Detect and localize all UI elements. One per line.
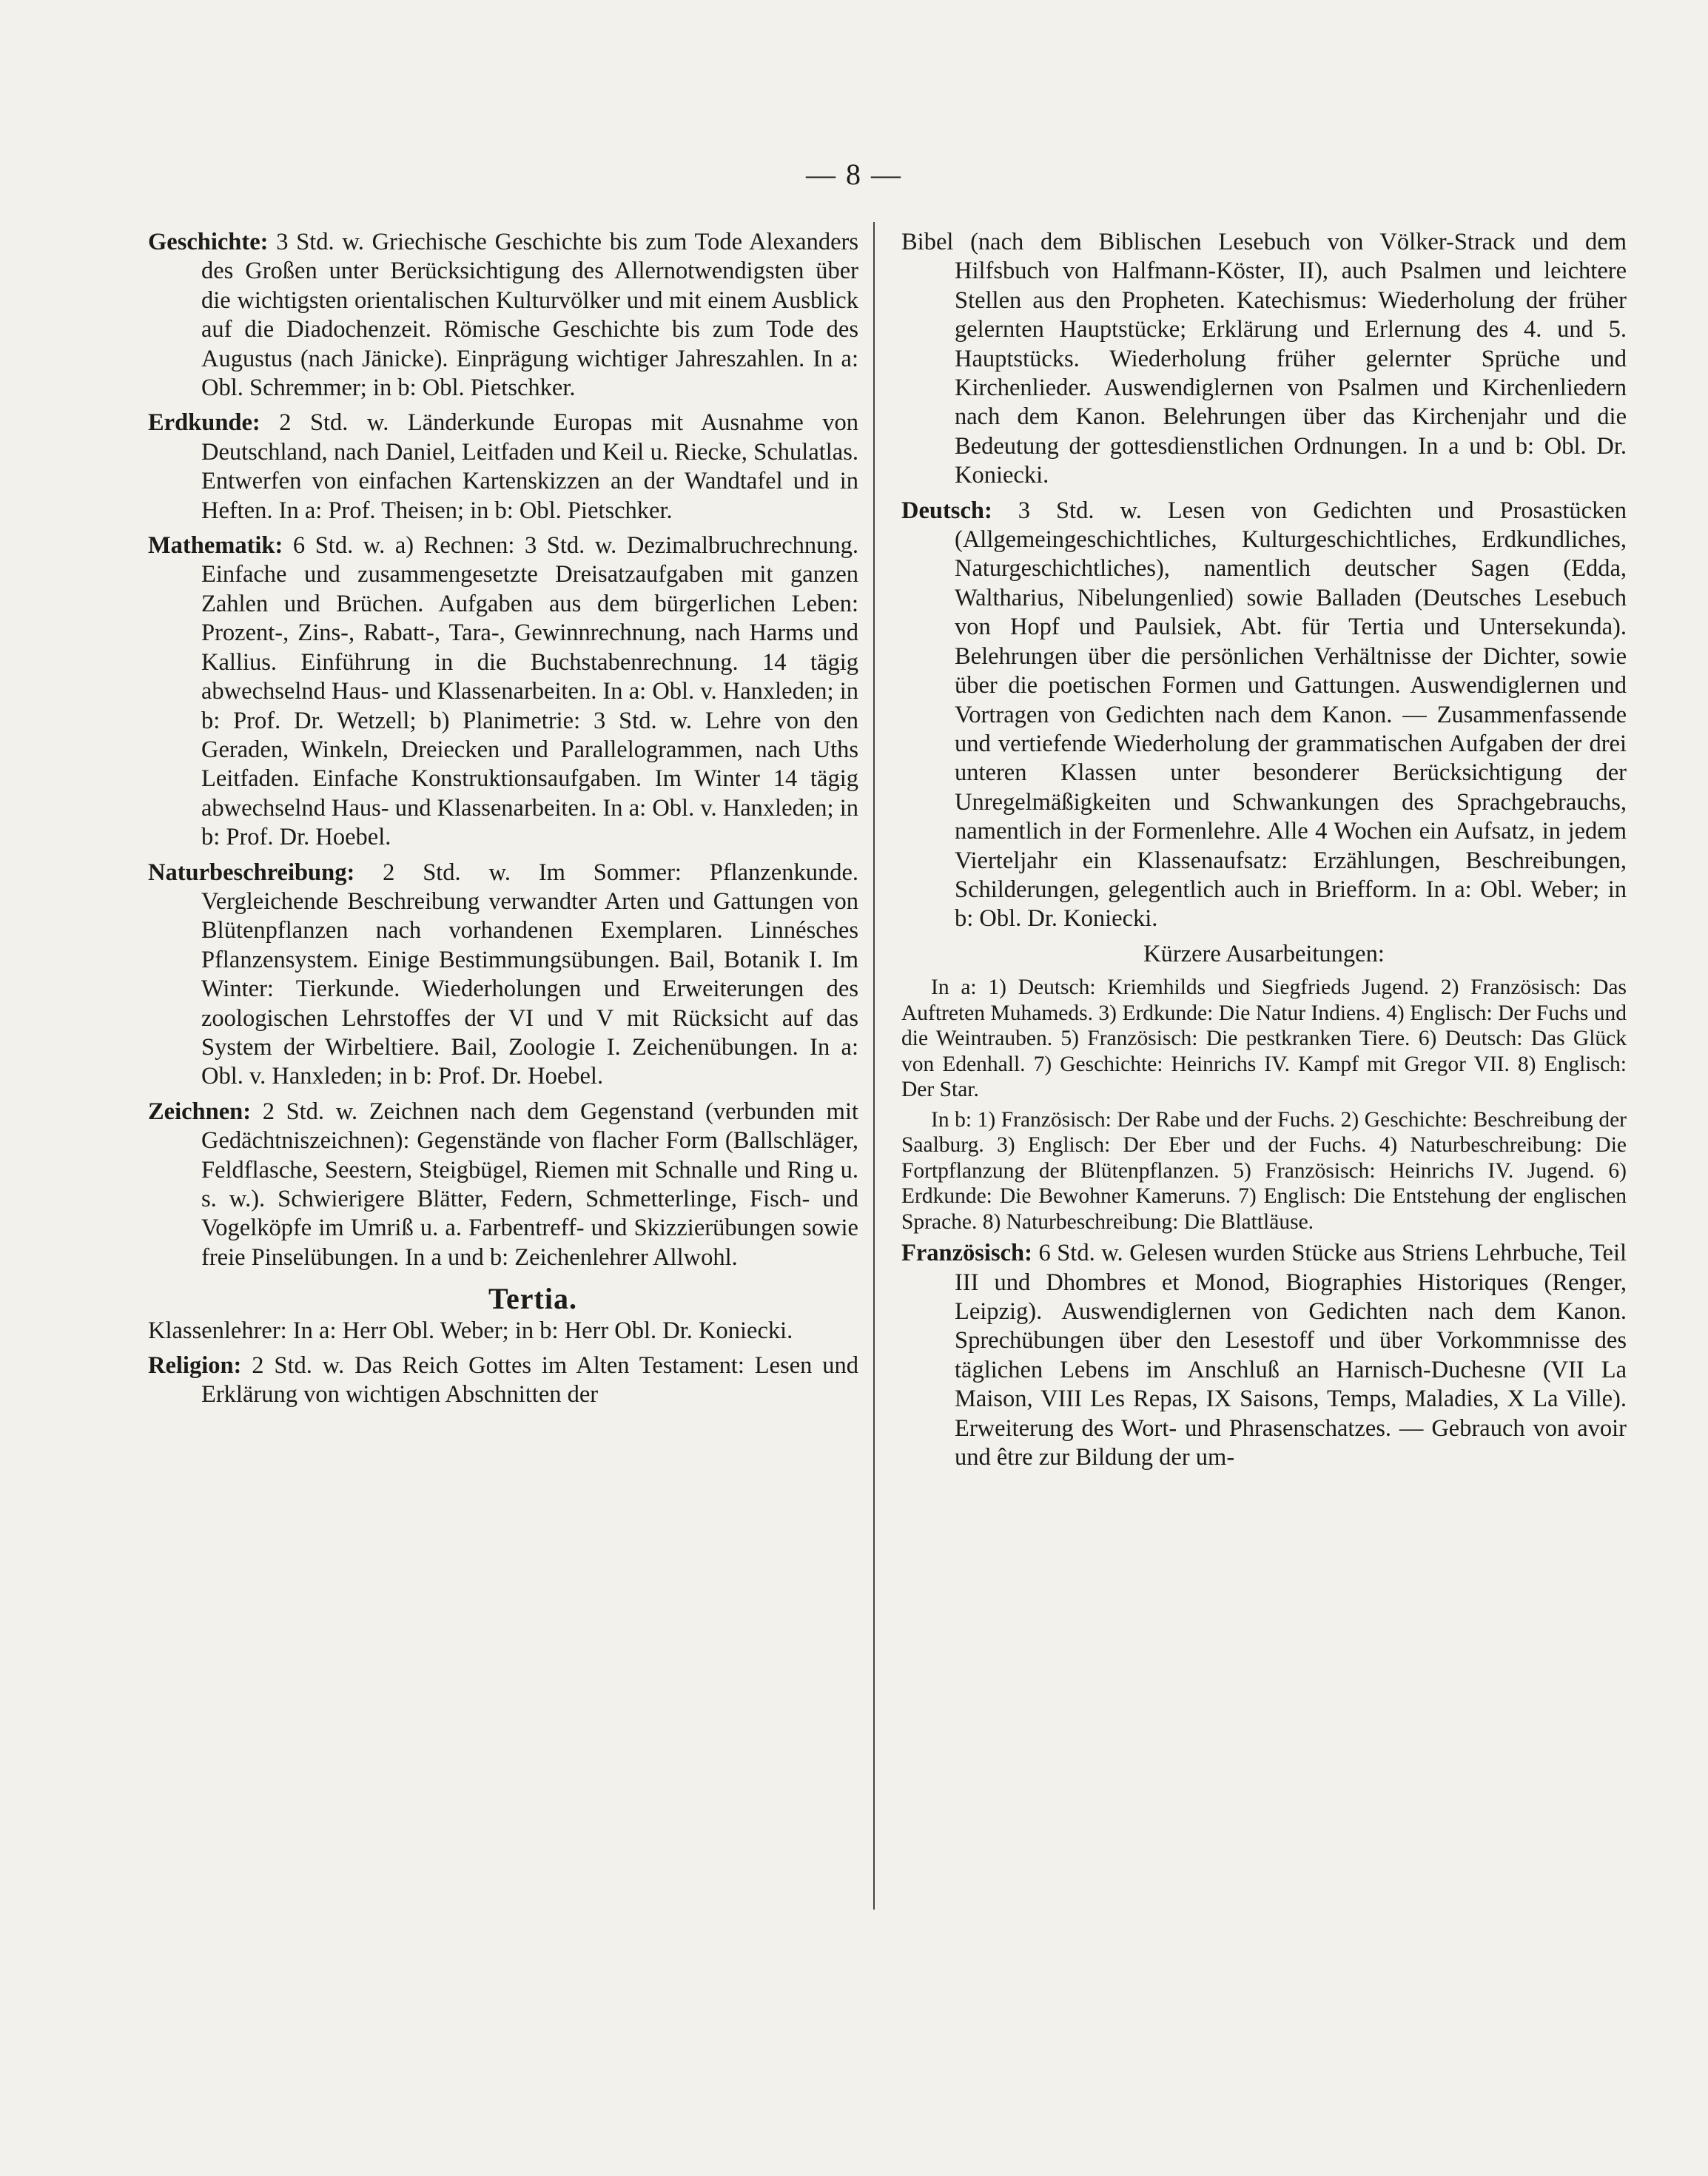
section-erdkunde: [148, 409, 858, 525]
subject-text: 3 Std. w. Griechische Geschichte bis zum Tode Alexanders des Großen unter Berücksichtigung des Allernotwendigsten über die wichtigsten orientalischen Kulturvölker und mit einem Ausblick auf die Diadochenzeit. Römische Geschichte bis zum Tode des Augustus (nach Jänicke). Einprägung wichtiger Jahreszahlen. In a: Obl. Schremmer; in b: Obl. Pietschker.: [201, 229, 858, 402]
subject-heading: Mathematik:: [148, 532, 283, 560]
subject-text: 2 Std. w. Zeichnen nach dem Gegenstand (verbunden mit Gedächtniszeichnen): Gegenstände von flacher Form (Ballschläger, Feldflasche, Seestern, Steigbügel, Riemen mit Schnalle und Ring u. s. w.). Schwierigere Blätter, Federn, Schmetterlinge, Fisch- und Vogelköpfe im Umriß u. a. Farbentreff- und Skizzierübungen sowie freie Pinselübungen. In a und b: Zeichenlehrer Allwohl.: [201, 1098, 859, 1271]
subject-text: 6 Std. w. a) Rechnen: 3 Std. w. Dezimalbruchrechnung. Einfache und zusammengesetzte Dreisatzaufgaben mit ganzen Zahlen und Brüchen. Aufgaben aus dem bürgerlichen Leben: Prozent-, Zins-, Rabatt-, Tara-, Gewinnrechnung, nach Harms und Kallius. Einführung in die Buchstabenrechnung. 14 tägig abwechselnd Haus- und Klassenarbeiten. In a: Obl. v. Hanxleden; in b: Prof. Dr. Wetzell; b) Planimetrie: 3 Std. w. Lehre von den Geraden, Winkeln, Dreiecken und Parallelogrammen, nach Uths Leitfaden. Einfache Konstruktionsaufgaben. Im Winter 14 tägig abwechselnd Haus- und Klassenarbeiten. In a: Obl. v. Hanxleden; in b: Prof. Dr. Hoebel.: [201, 532, 859, 851]
subject-text: 6 Std. w. Gelesen wurden Stücke aus Striens Lehrbuche, Teil III und Dhombres et Monod, Biographies Historiques (Renger, Leipzig). Auswendiglernen von Gedichten nach dem Kanon. Sprechübungen über den Lesestoff und über Vorkommnisse des täglichen Lebens im Anschluß an Harnisch-Duchesne (VII La Maison, VIII Les Repas, IX Saisons, Temps, Maladies, X La Ville). Erweiterung des Wort- und Phrasenschatzes. — Gebrauch von avoir und être zur Bildung der um-: [955, 1240, 1627, 1471]
subject-heading: Religion:: [148, 1352, 242, 1380]
subject-heading: Französisch:: [901, 1240, 1032, 1267]
left-column: [148, 228, 858, 1416]
page-number: — 8 —: [806, 158, 902, 191]
section-naturbeschreibung: [148, 859, 858, 1092]
subject-text: 2 Std. w. Im Sommer: Pflanzenkunde. Vergleichende Beschreibung verwandter Arten und Gattungen von Blütenpflanzen nach vorhandenen Exemplaren. Linnésches Pflanzensystem. Einige Bestimmungsübungen. Bail, Botanik I. Im Winter: Tierkunde. Wiederholungen und Erweiterungen des zoologischen Lehrstoffes der VI und V mit Rücksicht auf das System der Wirbeltiere. Bail, Zoologie I. Zeichenübungen. In a: Obl. v. Hanxleden; in b: Prof. Dr. Hoebel.: [201, 859, 859, 1090]
subject-heading: Zeichnen:: [148, 1098, 252, 1125]
subject-text: 2 Std. w. Länderkunde Europas mit Ausnahme von Deutschland, nach Daniel, Leitfaden und Keil u. Riecke, Schulatlas. Entwerfen von einfachen Kartenskizzen an der Wandtafel und in Heften. In a: Prof. Theisen; in b: Obl. Pietschker.: [201, 409, 858, 524]
subject-heading: Deutsch:: [901, 497, 992, 524]
section-geschichte: [148, 228, 858, 403]
section-mathematik: [148, 531, 858, 852]
kuerzere-ausarbeitungen-heading: Kürzere Ausarbeitungen:: [1143, 940, 1385, 967]
subject-heading: Erdkunde:: [148, 409, 260, 437]
section-religion: [148, 1351, 858, 1410]
klassenlehrer-line: Klassenlehrer: In a: Herr Obl. Weber; in b: Herr Obl. Dr. Koniecki.: [148, 1317, 793, 1344]
ausarbeitungen-b: In b: 1) Französisch: Der Rabe und der Fuchs. 2) Geschichte: Beschreibung der Saalburg. 3) Englisch: Der Eber und der Fuchs. 4) Naturbeschreibung: Die Fortpflanzung der Blütenpflanzen. 5) Französisch: Heinrichs IV. Jugend. 6) Erdkunde: Die Bewohner Kameruns. 7) Englisch: Die Entstehung der englischen Sprache. 8) Naturbeschreibung: Die Blattläuse.: [901, 1107, 1627, 1234]
ausarbeitungen-a: In a: 1) Deutsch: Kriemhilds und Siegfrieds Jugend. 2) Französisch: Das Auftreten Muhameds. 3) Erdkunde: Die Natur Indiens. 4) Englisch: Der Fuchs und die Weintrauben. 5) Französisch: Die pestkranken Tiere. 6) Deutsch: Das Glück von Edenhall. 7) Geschichte: Heinrichs IV. Kampf mit Gregor VII. 8) Englisch: Der Star.: [901, 975, 1627, 1102]
section-zeichnen: [148, 1098, 858, 1272]
section-franzoesisch: [901, 1239, 1627, 1472]
class-title: Tertia.: [488, 1282, 577, 1316]
subject-text: 3 Std. w. Lesen von Gedichten und Prosastücken (Allgemeingeschichtliches, Kulturgeschichtliches, Erdkundliches, Naturgeschichtliches), namentlich deutscher Sagen (Edda, Waltharius, Nibelungenlied) sowie Balladen (Deutsches Lesebuch von Hopf und Paulsiek, Abt. für Tertia und Untersekunda). Belehrungen über die persönlichen Verhältnisse der Dichter, sowie über die poetischen Formen und Gattungen. Auswendiglernen und Vortragen von Gedichten nach dem Kanon. — Zusammenfassende und vertiefende Wiederholung der grammatischen Aufgaben der drei unteren Klassen unter besonderer Berücksichtigung der Unregelmäßigkeiten und Schwankungen des Sprachgebrauchs, namentlich in der Formenlehre. Alle 4 Wochen ein Aufsatz, in jedem Vierteljahr ein Klassenaufsatz: Erzählungen, Beschreibungen, Schilderungen, gelegentlich auch in Briefform. In a: Obl. Weber; in b: Obl. Dr. Koniecki.: [955, 497, 1627, 933]
section-religion-continued: Bibel (nach dem Biblischen Lesebuch von Völker-Strack und dem Hilfsbuch von Halfmann-Köster, II), auch Psalmen und leichtere Stellen aus den Propheten. Katechismus: Wiederholung der früher gelernten Hauptstücke; Erklärung und Erlernung des 4. und 5. Hauptstücks. Wiederholung früher gelernter Sprüche und Kirchenlieder. Auswendiglernen von Psalmen und Kirchenliedern nach dem Kanon. Belehrungen über das Kirchenjahr und die Bedeutung der gottesdienstlichen Ordnungen. In a und b: Obl. Dr. Koniecki.: [901, 229, 1627, 489]
subject-heading: Naturbeschreibung:: [148, 859, 355, 886]
right-column: [901, 228, 1627, 1478]
subject-text: 2 Std. w. Das Reich Gottes im Alten Testament: Lesen und Erklärung von wichtigen Abschnitten der: [201, 1352, 858, 1408]
section-deutsch: [901, 497, 1627, 934]
column-divider: [873, 222, 875, 1910]
subject-heading: Geschichte:: [148, 229, 269, 255]
